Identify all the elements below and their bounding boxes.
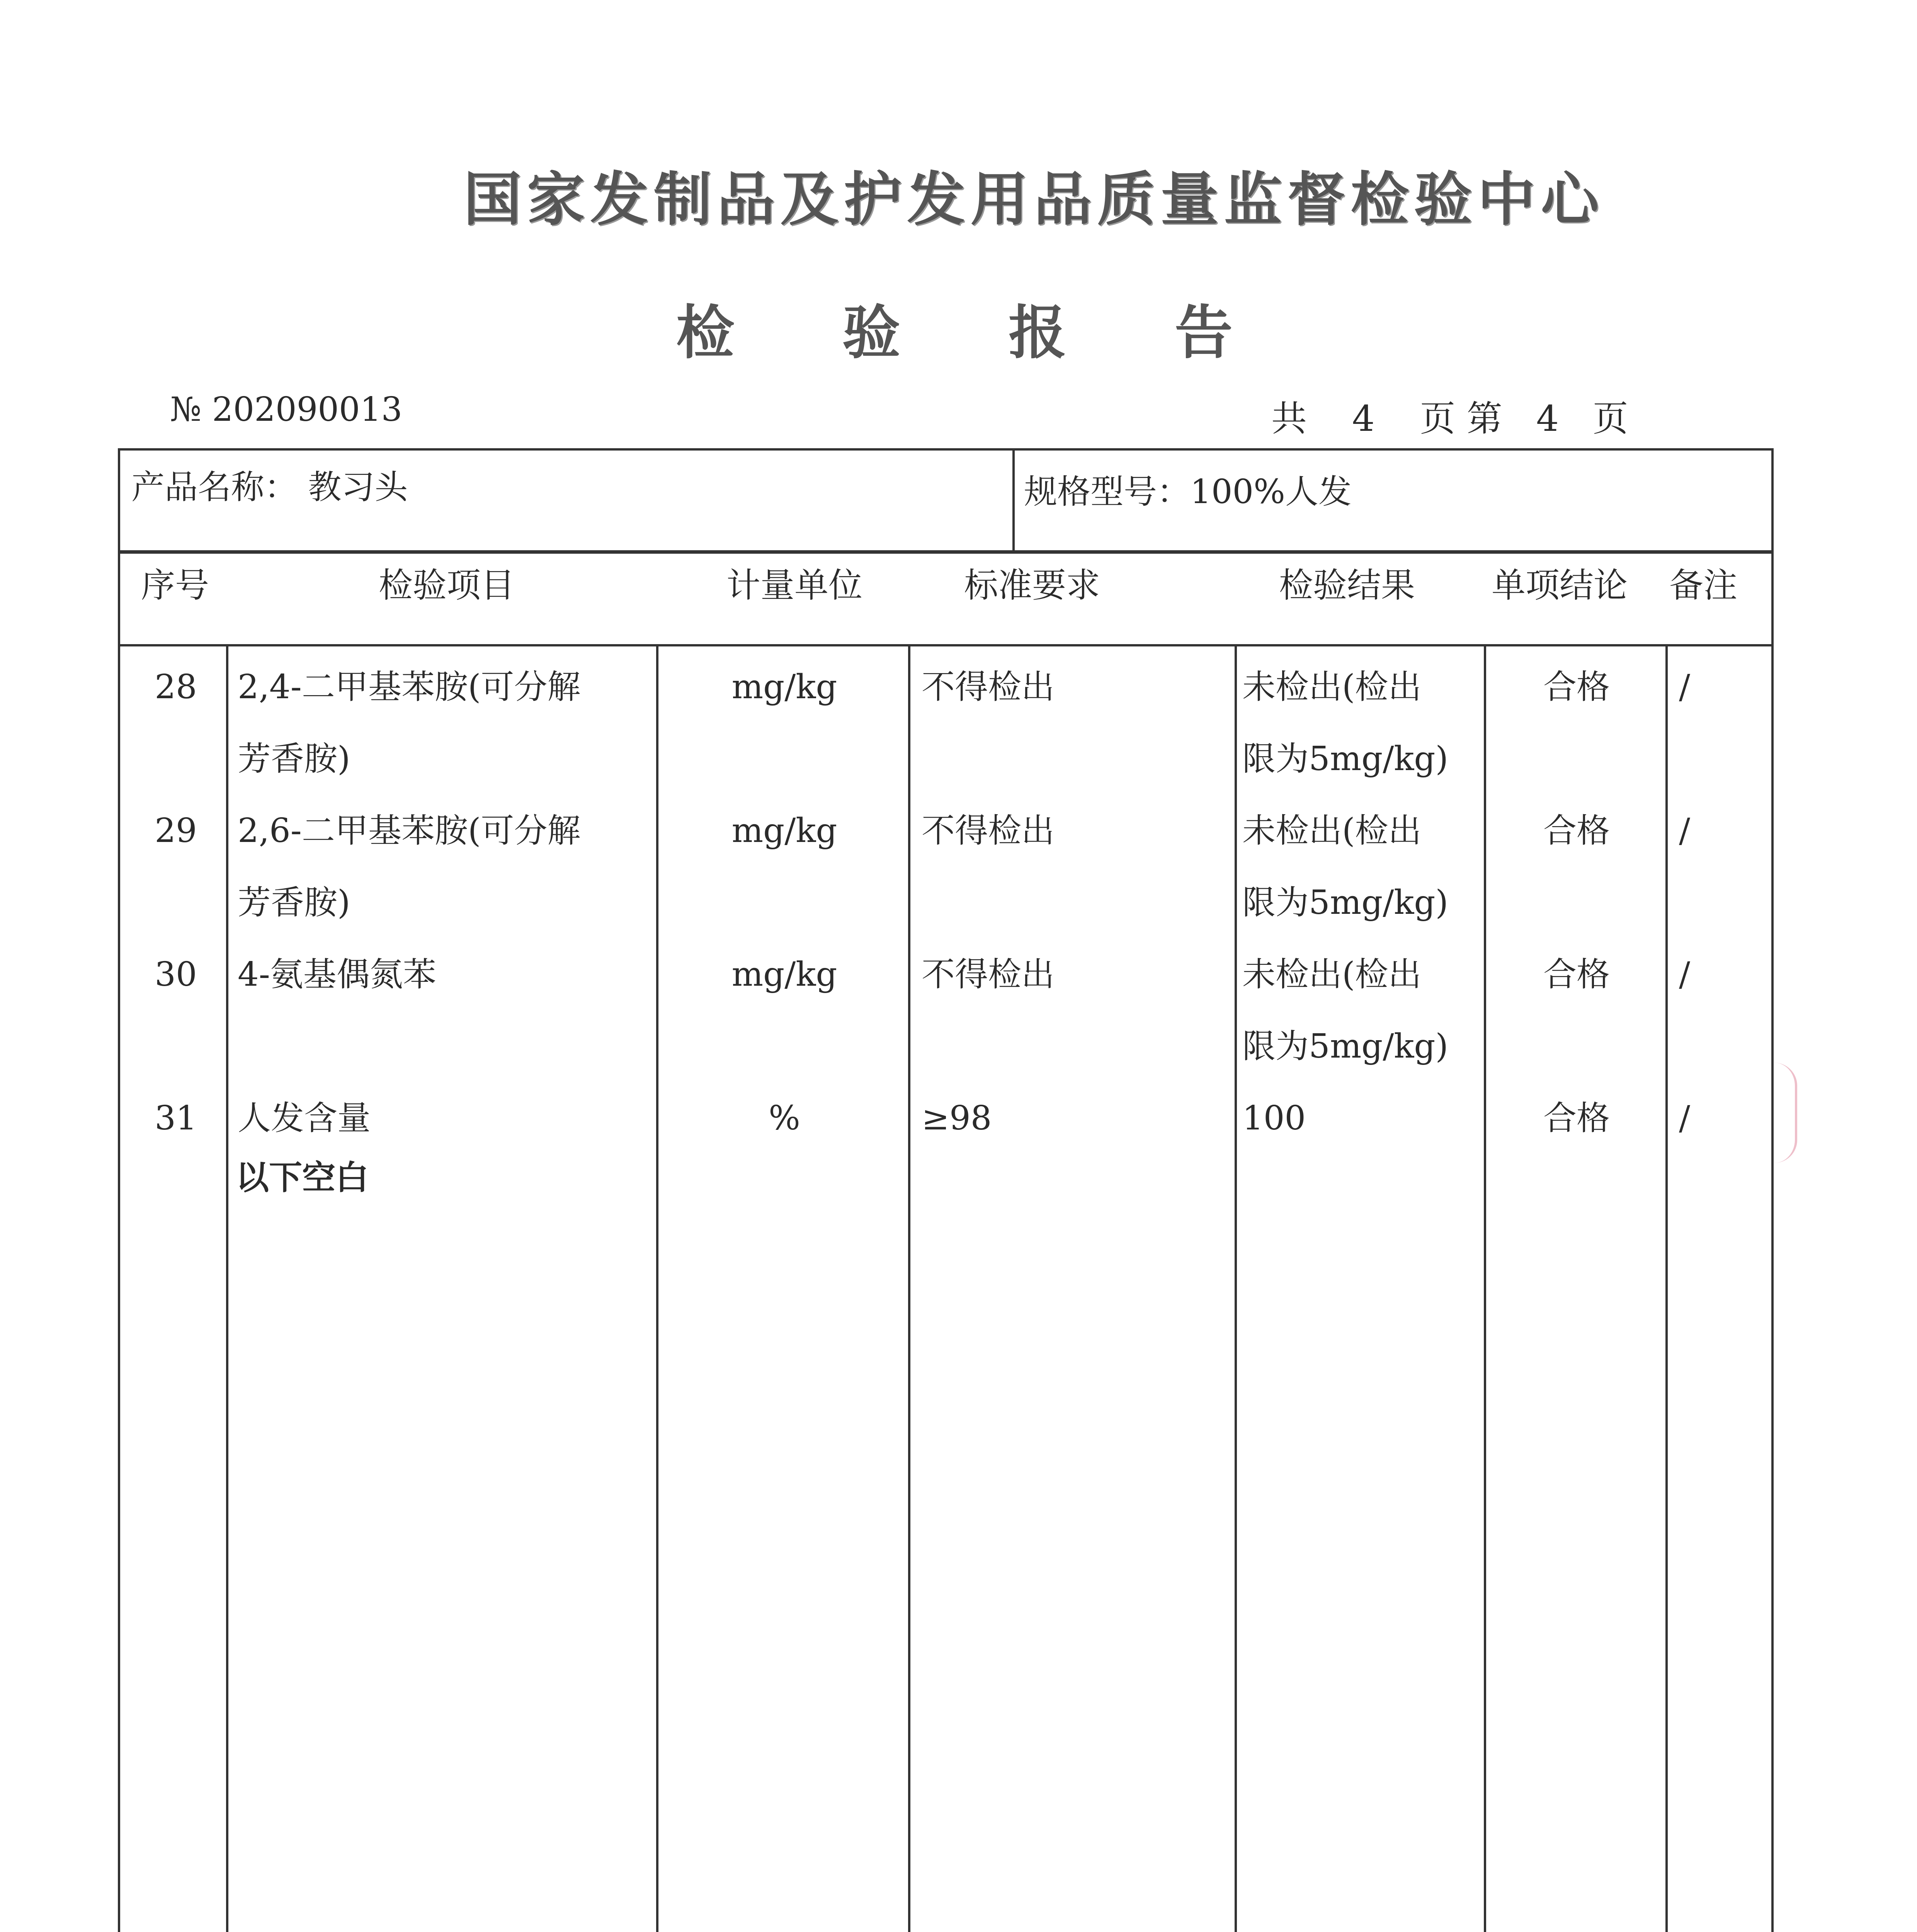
row-number: 28 — [155, 668, 197, 706]
divider — [1012, 448, 1015, 553]
result-continued: 限为5mg/kg) — [1242, 1027, 1449, 1066]
column-header-no: 序号 — [141, 565, 209, 605]
test-item-continued: 芳香胺) — [238, 740, 350, 778]
row-number: 29 — [155, 811, 197, 850]
requirement: 不得检出 — [922, 668, 1055, 706]
column-divider — [656, 644, 658, 1932]
seal-stamp-fragment — [1768, 1063, 1797, 1163]
column-header-result: 检验结果 — [1279, 565, 1415, 605]
page-label: 页 第 — [1420, 398, 1502, 439]
report-title — [676, 286, 1341, 369]
requirement: 不得检出 — [922, 811, 1055, 850]
result-continued: 限为5mg/kg) — [1242, 883, 1449, 922]
unit: mg/kg — [731, 811, 837, 850]
report-title-char: 验 — [842, 299, 901, 367]
conclusion: 合格 — [1543, 811, 1610, 850]
current-page: 4 — [1536, 398, 1559, 439]
report-title-char: 报 — [1009, 299, 1067, 367]
product-spec-field — [1024, 456, 1352, 528]
product-name-field — [131, 451, 408, 523]
product-name-label: 产品名称： — [131, 468, 298, 507]
product-spec-label: 规格型号： — [1024, 473, 1190, 511]
requirement: ≥98 — [922, 1099, 992, 1138]
column-header-unit: 计量单位 — [726, 565, 863, 605]
end-of-table-note: 以下空白 — [236, 1158, 369, 1197]
test-item: 2,4-二甲基苯胺(可分解 — [238, 668, 581, 706]
column-divider — [1484, 644, 1486, 1932]
unit: % — [769, 1099, 800, 1138]
unit: mg/kg — [731, 668, 837, 706]
column-header-item: 检验项目 — [379, 565, 515, 605]
result: 100 — [1242, 1099, 1306, 1138]
test-item: 人发含量 — [238, 1099, 371, 1138]
remark: / — [1679, 955, 1690, 994]
remark: / — [1679, 811, 1690, 850]
conclusion: 合格 — [1543, 668, 1610, 706]
remark: / — [1679, 1099, 1690, 1138]
column-divider — [908, 644, 910, 1932]
report-title-char: 告 — [1175, 299, 1233, 367]
product-spec: 100%人发 — [1190, 473, 1352, 511]
test-item: 2,6-二甲基苯胺(可分解 — [238, 811, 581, 850]
table-header-divider — [118, 644, 1774, 646]
result: 未检出(检出 — [1242, 668, 1422, 706]
conclusion: 合格 — [1543, 1099, 1610, 1138]
test-item-continued: 芳香胺) — [238, 883, 350, 922]
product-name: 教习头 — [308, 468, 408, 507]
column-divider — [1235, 644, 1237, 1932]
results-table — [118, 551, 1774, 1932]
page-suffix: 页 — [1592, 398, 1628, 439]
report-number: № 202090013 — [170, 390, 403, 429]
result-continued: 限为5mg/kg) — [1242, 740, 1449, 778]
remark: / — [1679, 668, 1690, 706]
total-pages: 4 — [1352, 398, 1375, 439]
test-item: 4-氨基偶氮苯 — [238, 955, 436, 994]
total-pages-label: 共 — [1271, 398, 1307, 439]
unit: mg/kg — [731, 955, 837, 994]
column-header-conclusion: 单项结论 — [1492, 565, 1628, 605]
requirement: 不得检出 — [922, 955, 1055, 994]
row-number: 31 — [155, 1099, 197, 1138]
column-divider — [226, 644, 228, 1932]
page-indicator — [1271, 390, 1628, 441]
row-number: 30 — [155, 955, 197, 994]
result: 未检出(检出 — [1242, 955, 1422, 994]
conclusion: 合格 — [1543, 955, 1610, 994]
result: 未检出(检出 — [1242, 811, 1422, 850]
column-divider — [1665, 644, 1668, 1932]
column-header-remark: 备注 — [1669, 565, 1738, 605]
organization-title: 国家发制品及护发用品质量监督检验中心 — [463, 166, 1604, 233]
column-header-requirement: 标准要求 — [964, 565, 1101, 605]
report-title-char: 检 — [676, 299, 735, 367]
